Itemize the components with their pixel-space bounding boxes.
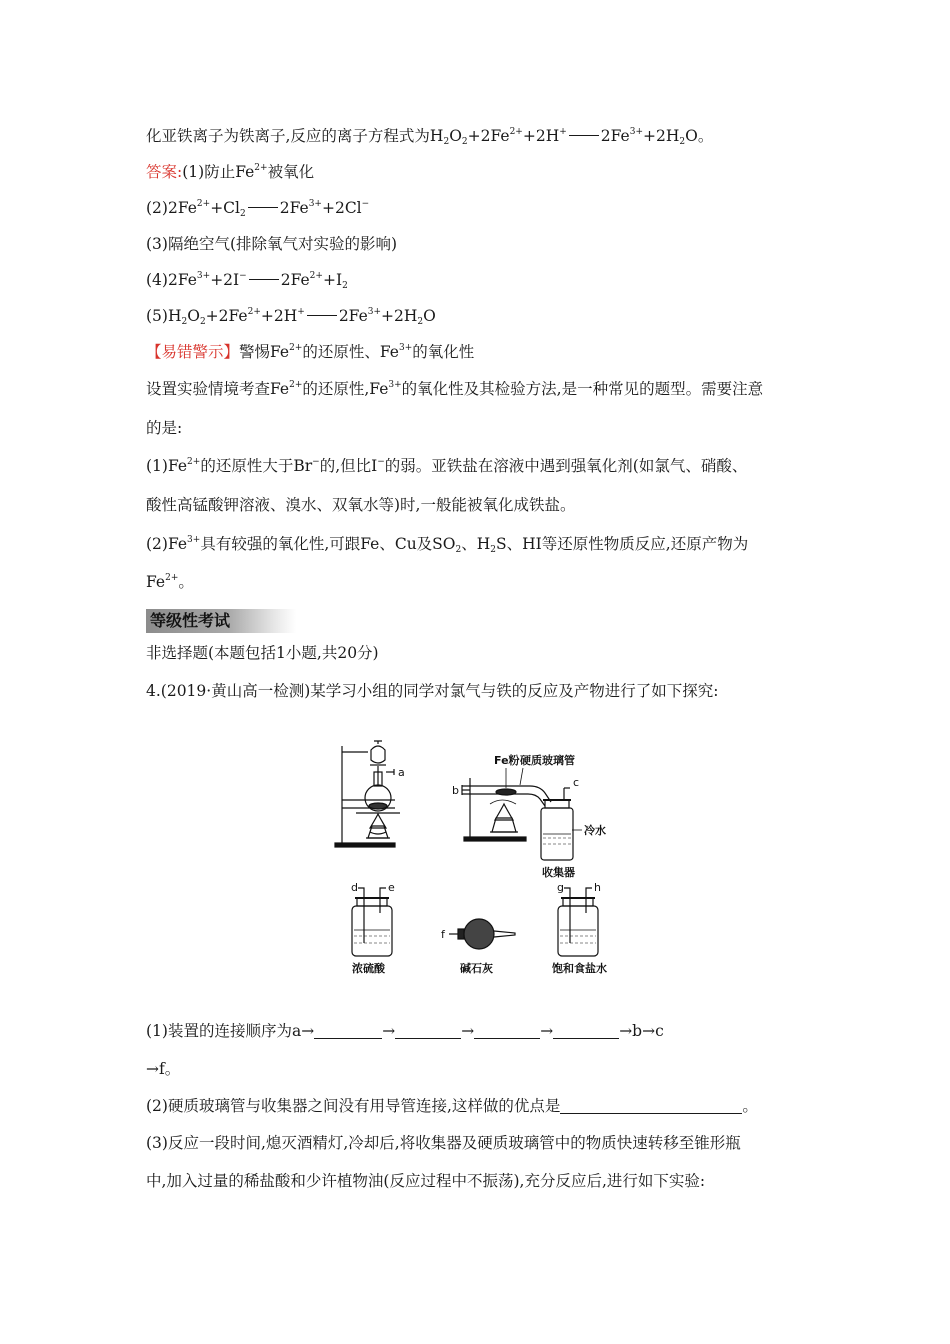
question-4-part-1-cont: →f。 [146, 1060, 181, 1078]
section-header [146, 609, 296, 633]
label-hard-glass-tube: 硬质玻璃管 [520, 754, 575, 767]
question-4: 4.(2019·黄山高一检测)某学习小组的同学对氯气与铁的反应及产物进行了如下探究: [146, 682, 719, 700]
label-collector: 收集器 [542, 866, 575, 879]
question-4-part-3a: (3)反应一段时间,熄灭酒精灯,冷却后,将收集器及硬质玻璃管中的物质快速转移至锥形瓶 [146, 1134, 741, 1152]
label-a: a [398, 766, 405, 779]
question-4-part-2 [146, 1096, 758, 1116]
answer-blank-4[interactable] [553, 1038, 619, 1039]
label-sat-brine: 饱和食盐水 [552, 962, 607, 975]
answer-blank-5[interactable] [560, 1113, 742, 1114]
label-b: b [452, 784, 459, 797]
arrow-2: → [461, 1022, 475, 1040]
part-2-end: 。 [742, 1097, 758, 1115]
answer-2: $(2)2Fe^{2+}+Cl_2$ $2Fe^{3+}+2Cl^-$ [146, 199, 370, 219]
question-intro: 非选择题(本题包括1小题,共20分) [146, 644, 379, 662]
paragraph-1b: 的是: [146, 419, 183, 437]
label-f: f [441, 928, 445, 941]
answer-label: 答案: [146, 163, 183, 181]
label-h: h [594, 881, 601, 894]
arrow-3: → [540, 1022, 554, 1040]
label-g: g [557, 881, 564, 894]
paragraph-1a: 设置实验情境考查$Fe^{2+}$的还原性$,Fe^{3+}$的氧化性及其检验方法,是一种常见的题型。需要注意 [146, 380, 764, 398]
hard-glass-tube-apparatus [462, 768, 582, 860]
paragraph-3b: $Fe^{2+}$。 [146, 573, 194, 591]
answer-blank-2[interactable] [395, 1038, 461, 1039]
section-title: 等级性考试 [150, 611, 231, 630]
chlorine-generator [335, 741, 400, 847]
part-1-prefix: (1)装置的连接顺序为a→ [146, 1022, 315, 1040]
answer-1: 答案:(1)防止$Fe^{2+}$被氧化 [146, 163, 315, 181]
sulfuric-acid-bottle [352, 888, 392, 956]
warning-label: 【易错警示】 [146, 343, 240, 361]
label-d: d [351, 881, 358, 894]
answer-4: $(4)2Fe^{3+}+2I^-$ $2Fe^{2+}+I_2$ [146, 271, 348, 291]
label-fe-powder: Fe粉 [494, 754, 520, 767]
part-2-text: (2)硬质玻璃管与收集器之间没有用导管连接,这样做的优点是 [146, 1097, 561, 1115]
paragraph-2a: $(1)Fe^{2+}$的还原性大于Br−的,但比I−的弱。亚铁盐在溶液中遇到强氧化剂(如氯气、硝酸、 [146, 457, 748, 475]
part-1-suffix: →b→c [619, 1022, 664, 1040]
label-soda-lime: 碱石灰 [460, 962, 493, 975]
text-line-1: 化亚铁离子为铁离子,反应的离子方程式为$H_2O_2+2Fe^{2+}+2H^+$ $2Fe^{3+}+2H_2O$。 [146, 127, 714, 147]
warning-heading: 【易错警示】警惕$Fe^{2+}$的还原性、$Fe^{3+}$的氧化性 [146, 343, 475, 361]
arrow-1: → [382, 1022, 396, 1040]
answer-5: $(5)H_2O_2+2Fe^{2+}+2H^+$ $2Fe^{3+}+2H_2O$ [146, 307, 436, 327]
label-e: e [388, 881, 395, 894]
label-c: c [573, 776, 580, 789]
label-cold-water: 冷水 [584, 824, 606, 837]
label-conc-sulfuric: 浓硫酸 [352, 962, 385, 975]
question-4-part-1 [146, 1021, 664, 1041]
brine-bottle [558, 888, 598, 956]
answer-blank-3[interactable] [474, 1038, 540, 1039]
paragraph-2b: 酸性高锰酸钾溶液、溴水、双氧水等)时,一般能被氧化成铁盐。 [146, 496, 576, 514]
answer-blank-1[interactable] [314, 1038, 382, 1039]
answer-3: (3)隔绝空气(排除氧气对实验的影响) [146, 235, 398, 253]
paragraph-3a: $(2)Fe^{3+}$具有较强的氧化性,可跟Fe、Cu及$SO_2$、$H_2S$、HI等还原性物质反应,还原产物为 [146, 535, 749, 555]
soda-lime-tube [449, 919, 515, 949]
question-4-part-3b: 中,加入过量的稀盐酸和少许植物油(反应过程中不振荡),充分反应后,进行如下实验: [146, 1172, 706, 1190]
apparatus-figure [330, 738, 630, 983]
